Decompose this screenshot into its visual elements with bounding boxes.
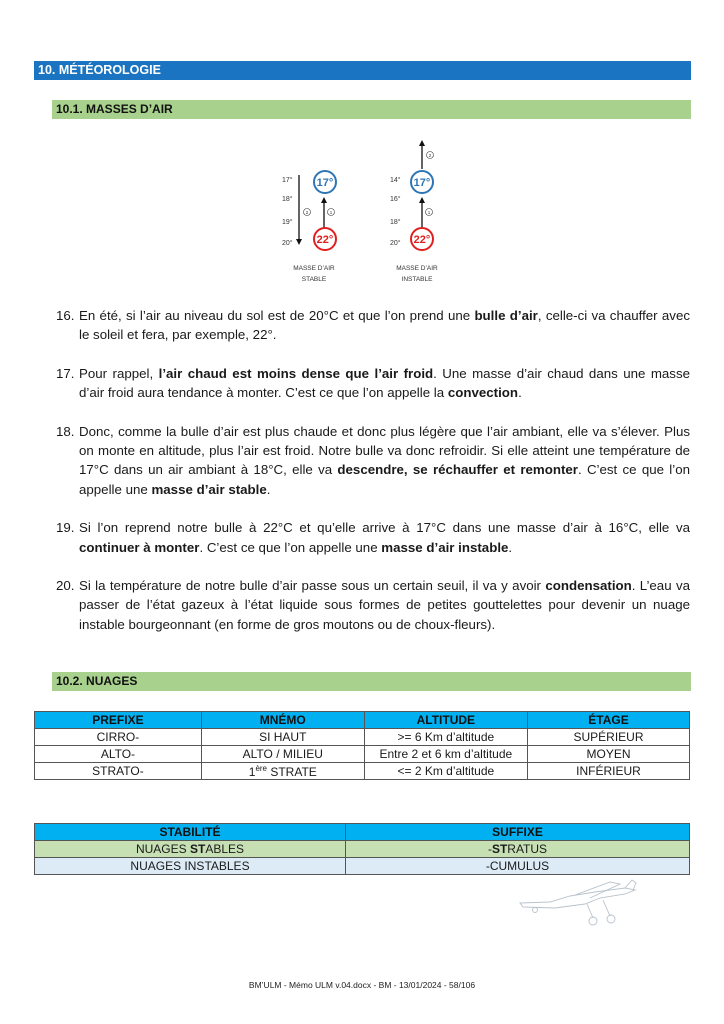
- list-item-number: 16.: [56, 308, 75, 323]
- bold-text: l’air chaud est moins dense que l’air froid: [158, 365, 434, 381]
- table-header: MNÉMO: [201, 712, 364, 729]
- svg-text:2: 2: [428, 153, 432, 158]
- table-cell: MOYEN: [528, 746, 690, 763]
- bold-text: condensation: [545, 578, 632, 594]
- stable-up-arrowhead: [321, 197, 327, 203]
- bold-text: continuer à monter: [79, 539, 200, 555]
- list-item-text: . C’est ce que l’on appelle une: [199, 539, 382, 555]
- list-item-text: , celle-ci va chauffer avec le soleil et fera, par exemple, 22°.: [79, 308, 690, 343]
- list-item: [56, 518, 690, 557]
- instable-caption-1: MASSE D’AIR: [396, 265, 438, 272]
- list-item-text: .: [266, 481, 271, 497]
- section-title: 10. MÉTÉOROLOGIE: [34, 61, 691, 80]
- table-cell: STRATO-: [35, 763, 202, 780]
- instable-temp-1: 14°: [390, 177, 401, 184]
- table-row: [35, 746, 690, 763]
- table-cell: CIRRO-: [35, 729, 202, 746]
- bold-text: masse d’air stable: [151, 481, 267, 497]
- instable-cold-bubble-label: 17°: [413, 177, 431, 189]
- svg-text:2: 2: [305, 210, 309, 215]
- stable-cold-bubble-label: 17°: [316, 177, 334, 189]
- subsection-title-clouds: 10.2. NUAGES: [52, 672, 691, 691]
- list-item-number: 18.: [56, 423, 75, 439]
- instable-temp-4: 20°: [390, 240, 401, 247]
- bold-text: convection: [447, 385, 519, 401]
- stable-temp-4: 20°: [282, 240, 293, 247]
- table-cell: SUPÉRIEUR: [528, 729, 690, 746]
- numbered-list: [56, 306, 690, 653]
- table-cell: ALTO-: [35, 746, 202, 763]
- cloud-suffix-table: [34, 823, 690, 875]
- list-item-text: .: [508, 539, 513, 555]
- list-item-number: 20.: [56, 578, 75, 594]
- stable-caption-1: MASSE D’AIR: [293, 265, 335, 272]
- table-row: [35, 858, 690, 875]
- instable-warm-bubble-label: 22°: [413, 234, 431, 246]
- cloud-prefix-table: [34, 711, 690, 780]
- stable-down-arrowhead: [296, 239, 302, 245]
- svg-text:1: 1: [427, 210, 431, 215]
- stable-warm-bubble-label: 22°: [316, 234, 334, 246]
- bold-text: masse d’air instable: [381, 539, 509, 555]
- list-item-number: 17.: [56, 365, 75, 381]
- table-cell: ALTO / MILIEU: [201, 746, 364, 763]
- instable-up-arrowhead-upper: [419, 140, 425, 146]
- instable-caption-2: INSTABLE: [401, 276, 433, 283]
- list-item-text: . L’eau va passer de l’état gazeux à l’état liquide sous formes de petites gouttelettes pour devenir un nuage instable bourgeonnant (en forme de gros moutons ou de choux-fleurs).: [79, 578, 690, 632]
- bold-text: bulle d’air: [474, 308, 538, 323]
- table-cell-strate: 1ère STRATE: [201, 763, 364, 780]
- air-mass-diagram: [270, 135, 470, 290]
- list-item: [56, 422, 690, 499]
- page-footer: BM’ULM - Mémo ULM v.04.docx - BM - 13/01/2024 - 58/106: [248, 980, 476, 990]
- list-item-text: Si l’on reprend notre bulle à 22°C et qu’elle arrive à 17°C dans une masse d’air à 16°C, elle va: [79, 520, 690, 536]
- instable-temp-2: 16°: [390, 196, 401, 203]
- table-header: PREFIXE: [35, 712, 202, 729]
- bold-text: descendre, se réchauffer et remonter: [337, 462, 578, 478]
- instable-temp-3: 18°: [390, 219, 401, 226]
- list-item: [56, 364, 690, 403]
- table-header: ALTITUDE: [364, 712, 527, 729]
- table-cell: NUAGES STABLES: [35, 841, 346, 858]
- list-item: [56, 306, 690, 345]
- table-header: SUFFIXE: [346, 824, 690, 841]
- table-cell: Entre 2 et 6 km d’altitude: [364, 746, 527, 763]
- list-item-text: En été, si l’air au niveau du sol est de 20°C et que l’on prend une: [79, 308, 475, 323]
- table-cell: <= 2 Km d’altitude: [364, 763, 527, 780]
- table-cell: INFÉRIEUR: [528, 763, 690, 780]
- svg-text:1: 1: [329, 210, 333, 215]
- stable-caption-2: STABLE: [301, 276, 327, 283]
- list-item-text: . C’est ce que l’on appelle une: [79, 462, 690, 497]
- table-cell: >= 6 Km d’altitude: [364, 729, 527, 746]
- list-item-text: Donc, comme la bulle d’air est plus chaude et donc plus légère que l’air ambiant, elle va s’élever. Plus on monte en altitude, plus l’air est froid. Notre bulle va donc refroidir. Si elle atteint une température de 17°C dans un air ambiant à 18°C, elle va: [79, 423, 690, 478]
- table-cell: NUAGES INSTABLES: [35, 858, 346, 875]
- list-item-text: Pour rappel,: [79, 365, 159, 381]
- table-cell: SI HAUT: [201, 729, 364, 746]
- list-item-text: Si la température de notre bulle d’air passe sous un certain seuil, il va y avoir: [79, 578, 546, 594]
- stable-temp-2: 18°: [282, 196, 293, 203]
- table-row: [35, 729, 690, 746]
- stable-temp-3: 19°: [282, 219, 293, 226]
- table-row: [35, 763, 690, 780]
- instable-up-arrowhead-lower: [419, 197, 425, 203]
- ulm-plane-watermark: [515, 878, 640, 928]
- subsection-title-air-masses: 10.1. MASSES D’AIR: [52, 100, 691, 119]
- list-item: [56, 576, 690, 634]
- stable-temp-1: 17°: [282, 177, 293, 184]
- table-cell: -STRATUS: [346, 841, 690, 858]
- table-header: STABILITÉ: [35, 824, 346, 841]
- list-item-number: 19.: [56, 520, 75, 536]
- table-header: ÉTAGE: [528, 712, 690, 729]
- table-cell: -CUMULUS: [346, 858, 690, 875]
- list-item-text: . Une masse d’air chaud dans une masse d’air froid aura tendance à monter. C’est ce que l’on appelle la: [79, 365, 690, 401]
- table-row: [35, 841, 690, 858]
- list-item-text: .: [518, 385, 522, 401]
